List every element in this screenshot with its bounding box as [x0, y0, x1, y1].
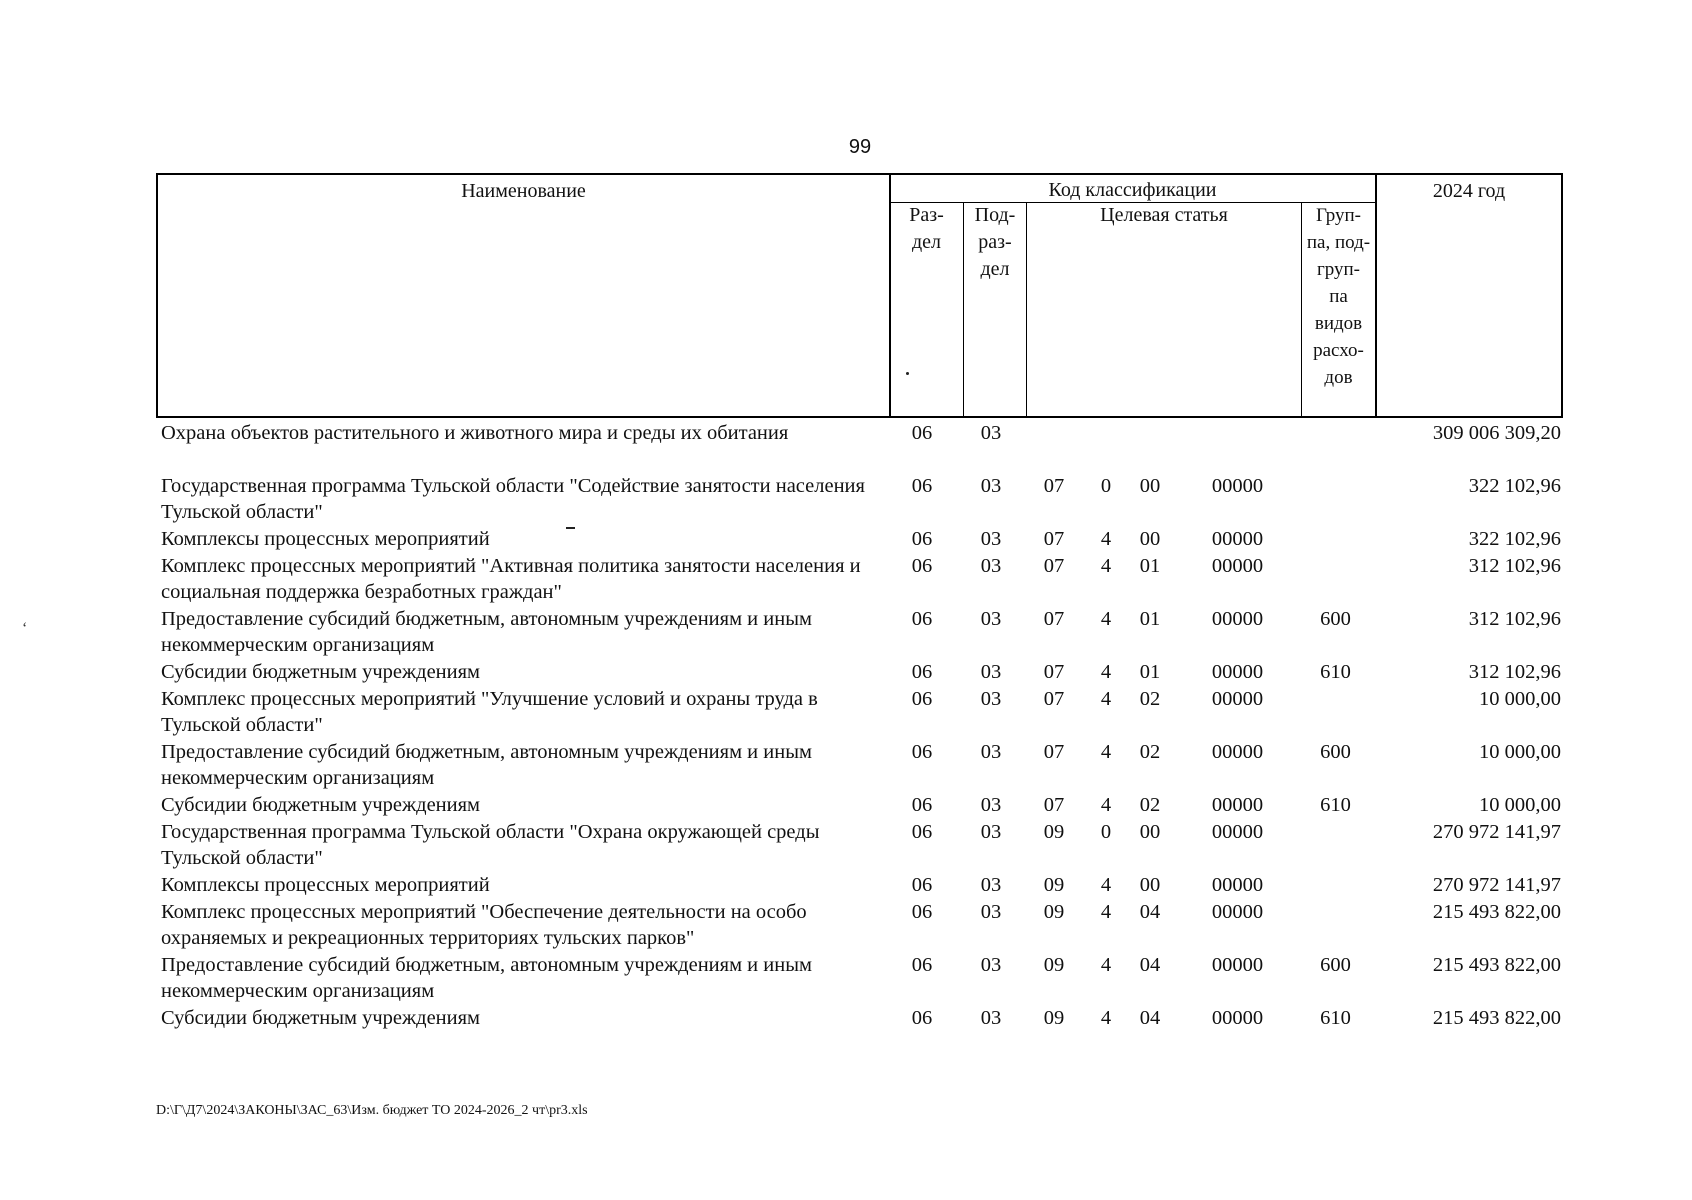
table-row — [156, 792, 1563, 819]
row-name: Предоставление субсидий бюджетным, автономным учреждениям и иным некоммерческим организациям — [161, 608, 812, 656]
row-podrazdel: 03 — [980, 874, 1002, 896]
table-row — [156, 420, 1563, 447]
row-expense-type — [1299, 899, 1372, 952]
row-name: Комплекс процессных мероприятий "Активная политика занятости населения и социальная поддержка безработных граждан" — [161, 555, 861, 603]
row-expense-type: 600 — [1320, 608, 1351, 630]
row-target-subprogram: 00 — [1139, 475, 1161, 497]
row-expense-type: 600 — [1320, 954, 1351, 976]
row-target-type: 4 — [1100, 794, 1112, 816]
row-name: Комплексы процессных мероприятий — [161, 874, 490, 896]
row-target-direction — [1176, 420, 1299, 447]
table-row — [156, 686, 1563, 739]
row-expense-type: 600 — [1320, 741, 1351, 763]
row-target-program: 07 — [1043, 688, 1065, 710]
row-target-direction: 00000 — [1211, 874, 1264, 896]
row-target-program: 09 — [1043, 821, 1065, 843]
row-target-direction: 00000 — [1211, 821, 1264, 843]
row-target-subprogram: 01 — [1139, 555, 1161, 577]
budget-table — [156, 420, 1563, 1032]
row-target-type: 0 — [1100, 475, 1112, 497]
row-razdel: 06 — [911, 422, 933, 444]
row-target-subprogram: 01 — [1139, 608, 1161, 630]
table-row — [156, 659, 1563, 686]
row-amount: 215 493 822,00 — [1432, 1007, 1561, 1029]
row-target-type: 4 — [1100, 954, 1112, 976]
row-target-program: 07 — [1043, 475, 1065, 497]
row-podrazdel: 03 — [980, 821, 1002, 843]
row-target-direction: 00000 — [1211, 688, 1264, 710]
page-number: 99 — [848, 136, 872, 158]
row-target-type — [1088, 420, 1124, 447]
row-target-program: 07 — [1043, 794, 1065, 816]
row-target-direction: 00000 — [1211, 794, 1264, 816]
row-podrazdel: 03 — [980, 954, 1002, 976]
row-target-subprogram: 04 — [1139, 901, 1161, 923]
row-razdel: 06 — [911, 555, 933, 577]
row-expense-type: 610 — [1320, 1007, 1351, 1029]
row-expense-type — [1299, 526, 1372, 553]
row-podrazdel: 03 — [980, 422, 1002, 444]
row-amount: 309 006 309,20 — [1432, 422, 1561, 444]
row-amount: 270 972 141,97 — [1432, 821, 1561, 843]
row-amount: 270 972 141,97 — [1432, 874, 1561, 896]
row-razdel: 06 — [911, 688, 933, 710]
row-target-subprogram — [1124, 420, 1176, 447]
table-row — [156, 739, 1563, 792]
header-code-group: Код классификации — [1048, 179, 1217, 201]
row-target-direction: 00000 — [1211, 954, 1264, 976]
row-podrazdel: 03 — [980, 475, 1002, 497]
table-row — [156, 553, 1563, 606]
row-target-program: 07 — [1043, 661, 1065, 683]
row-amount: 215 493 822,00 — [1432, 954, 1561, 976]
row-razdel: 06 — [911, 661, 933, 683]
row-razdel: 06 — [911, 901, 933, 923]
row-razdel: 06 — [911, 475, 933, 497]
row-target-program: 07 — [1043, 555, 1065, 577]
row-amount: 10 000,00 — [1479, 794, 1561, 816]
row-expense-type — [1299, 473, 1372, 526]
row-expense-type — [1299, 819, 1372, 872]
row-expense-type: 610 — [1320, 661, 1351, 683]
row-target-type: 4 — [1100, 874, 1112, 896]
row-target-type: 4 — [1100, 741, 1112, 763]
row-target-subprogram: 00 — [1139, 874, 1161, 896]
row-razdel: 06 — [911, 874, 933, 896]
row-target-direction: 00000 — [1211, 475, 1264, 497]
row-spacer — [156, 447, 1563, 473]
row-podrazdel: 03 — [980, 1007, 1002, 1029]
header-name: Наименование — [461, 180, 586, 202]
row-podrazdel: 03 — [980, 661, 1002, 683]
row-target-program: 09 — [1043, 901, 1065, 923]
table-row — [156, 952, 1563, 1005]
footer-file-path: D:\Г\Д7\2024\ЗАКОНЫ\ЗАС_63\Изм. бюджет ТО 2024-2026_2 чт\pr3.xls — [156, 1103, 588, 1118]
row-expense-type — [1299, 686, 1372, 739]
row-target-direction: 00000 — [1211, 555, 1264, 577]
row-name: Государственная программа Тульской области "Содействие занятости населения Тульской области" — [161, 475, 865, 523]
row-name: Комплекс процессных мероприятий "Улучшение условий и охраны труда в Тульской области" — [161, 688, 818, 736]
row-amount: 322 102,96 — [1468, 528, 1561, 550]
row-target-subprogram: 00 — [1139, 528, 1161, 550]
row-name: Комплекс процессных мероприятий "Обеспечение деятельности на особо охраняемых и рекреационных территориях тульских парков" — [161, 901, 807, 949]
row-podrazdel: 03 — [980, 528, 1002, 550]
table-row — [156, 606, 1563, 659]
row-podrazdel: 03 — [980, 794, 1002, 816]
row-amount: 312 102,96 — [1468, 608, 1561, 630]
row-name: Государственная программа Тульской области "Охрана окружающей среды Тульской области" — [161, 821, 820, 869]
row-razdel: 06 — [911, 794, 933, 816]
row-razdel: 06 — [911, 608, 933, 630]
row-target-type: 4 — [1100, 555, 1112, 577]
row-target-type: 4 — [1100, 901, 1112, 923]
row-target-type: 4 — [1100, 608, 1112, 630]
row-expense-type — [1299, 420, 1372, 447]
row-target-program: 09 — [1043, 1007, 1065, 1029]
row-name: Субсидии бюджетным учреждениям — [161, 661, 481, 683]
scan-mark — [566, 527, 575, 529]
row-target-direction: 00000 — [1211, 608, 1264, 630]
row-target-subprogram: 02 — [1139, 741, 1161, 763]
row-podrazdel: 03 — [980, 608, 1002, 630]
row-target-program — [1020, 420, 1088, 447]
row-target-subprogram: 01 — [1139, 661, 1161, 683]
row-podrazdel: 03 — [980, 688, 1002, 710]
table-row — [156, 526, 1563, 553]
row-target-program: 07 — [1043, 741, 1065, 763]
row-name: Охрана объектов растительного и животного мира и среды их обитания — [161, 422, 789, 444]
header-subsection: Под- раз- дел — [974, 204, 1016, 280]
row-razdel: 06 — [911, 1007, 933, 1029]
table-row — [156, 899, 1563, 952]
header-year: 2024 год — [1432, 180, 1506, 202]
row-amount: 322 102,96 — [1468, 475, 1561, 497]
row-target-type: 4 — [1100, 661, 1112, 683]
row-razdel: 06 — [911, 954, 933, 976]
row-razdel: 06 — [911, 741, 933, 763]
row-target-subprogram: 00 — [1139, 821, 1161, 843]
table-row — [156, 819, 1563, 872]
table-header — [156, 173, 1563, 418]
row-podrazdel: 03 — [980, 901, 1002, 923]
row-expense-type — [1299, 553, 1372, 606]
row-target-type: 4 — [1100, 688, 1112, 710]
row-razdel: 06 — [911, 528, 933, 550]
table-row — [156, 473, 1563, 526]
row-amount: 10 000,00 — [1479, 688, 1561, 710]
scan-dot — [906, 372, 909, 375]
row-name: Предоставление субсидий бюджетным, автономным учреждениям и иным некоммерческим организациям — [161, 954, 812, 1002]
row-amount: 312 102,96 — [1468, 555, 1561, 577]
row-target-type: 4 — [1100, 1007, 1112, 1029]
row-name: Субсидии бюджетным учреждениям — [161, 1007, 481, 1029]
row-target-direction: 00000 — [1211, 901, 1264, 923]
row-podrazdel: 03 — [980, 741, 1002, 763]
row-target-type: 0 — [1100, 821, 1112, 843]
row-amount: 10 000,00 — [1479, 741, 1561, 763]
row-expense-type — [1299, 872, 1372, 899]
row-target-subprogram: 02 — [1139, 688, 1161, 710]
row-target-program: 07 — [1043, 608, 1065, 630]
row-podrazdel: 03 — [980, 555, 1002, 577]
row-name: Предоставление субсидий бюджетным, автономным учреждениям и иным некоммерческим организациям — [161, 741, 812, 789]
row-target-direction: 00000 — [1211, 661, 1264, 683]
row-target-subprogram: 04 — [1139, 954, 1161, 976]
row-target-subprogram: 04 — [1139, 1007, 1161, 1029]
table-row — [156, 1005, 1563, 1032]
row-name: Комплексы процессных мероприятий — [161, 528, 490, 550]
row-razdel: 06 — [911, 821, 933, 843]
row-target-program: 07 — [1043, 528, 1065, 550]
row-target-direction: 00000 — [1211, 1007, 1264, 1029]
row-amount: 312 102,96 — [1468, 661, 1561, 683]
row-target-subprogram: 02 — [1139, 794, 1161, 816]
scan-speck: ʻ — [22, 620, 28, 637]
row-target-direction: 00000 — [1211, 528, 1264, 550]
row-expense-type: 610 — [1320, 794, 1351, 816]
row-name: Субсидии бюджетным учреждениям — [161, 794, 481, 816]
row-amount: 215 493 822,00 — [1432, 901, 1561, 923]
header-expense-group: Груп- па, под- груп- па видов расхо- дов — [1306, 205, 1371, 388]
row-target-type: 4 — [1100, 528, 1112, 550]
row-target-program: 09 — [1043, 874, 1065, 896]
header-section: Раз- дел — [909, 204, 944, 253]
row-target-direction: 00000 — [1211, 741, 1264, 763]
row-target-program: 09 — [1043, 954, 1065, 976]
table-row — [156, 872, 1563, 899]
header-target-article: Целевая статья — [1100, 204, 1228, 226]
